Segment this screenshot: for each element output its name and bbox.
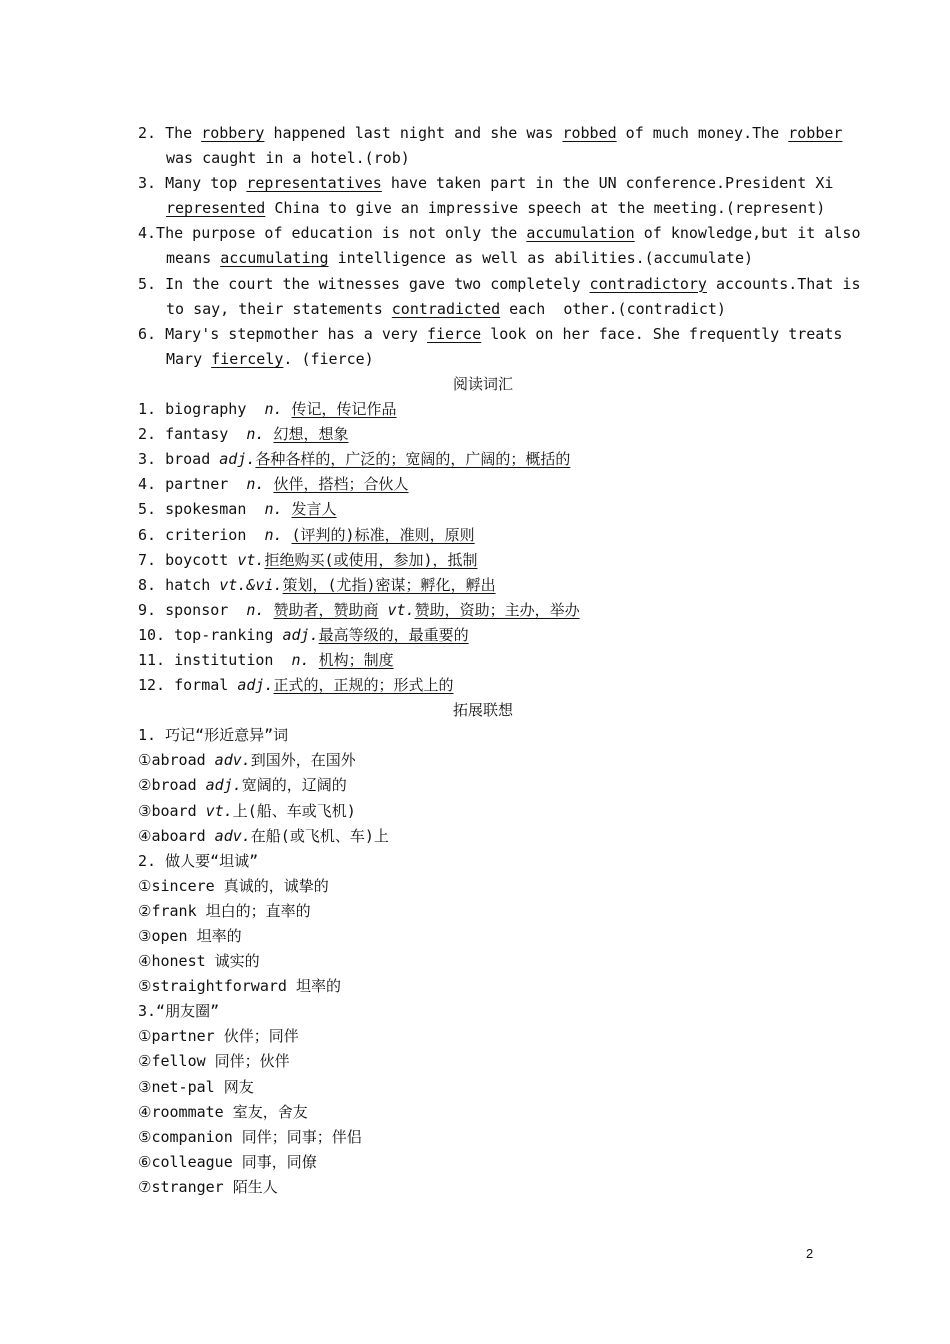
sentence-3-line-2 <box>138 196 828 221</box>
mark: ② <box>138 776 152 795</box>
vocab-pos: n. <box>291 650 310 669</box>
meaning: 坦率的 <box>295 977 341 996</box>
sentence-3-line-1 <box>138 171 834 196</box>
list-item <box>138 1175 828 1200</box>
vocab-num: 10. <box>138 625 175 644</box>
vocab-word: hatch <box>165 575 211 594</box>
word: aboard <box>151 826 206 845</box>
vocab-pos: n. <box>246 600 265 619</box>
word: open <box>151 927 188 945</box>
text: to say, their statements <box>166 299 392 318</box>
list-item <box>138 949 828 974</box>
meaning: 在船(或飞机、车)上 <box>250 826 389 845</box>
group-title: 2. 做人要“坦诚” <box>138 851 259 870</box>
vocab-meaning: 幻想，想象 <box>273 425 349 444</box>
sentence-5-line-1 <box>138 272 861 297</box>
pos: adj. <box>205 776 242 795</box>
vocab-pos: adj. <box>219 450 256 469</box>
vocab-word: spokesman <box>165 500 247 519</box>
pos: adv. <box>214 751 251 770</box>
meaning: 室友，舍友 <box>232 1102 308 1121</box>
meaning: 上(船、车或飞机) <box>232 801 356 820</box>
word: fellow <box>151 1052 206 1071</box>
vocab-meaning: 传记，传记作品 <box>291 400 397 419</box>
sentence-2-line-2 <box>138 146 828 171</box>
vocab-meaning: 策划，(尤指)密谋；孵化，孵出 <box>282 575 496 594</box>
vocab-word: fantasy <box>165 425 229 444</box>
vocab-pos: vt.&vi. <box>219 575 283 594</box>
vocab-num: 6. <box>138 525 166 544</box>
vocab-meaning: 赞助，资助；主办，举办 <box>414 600 580 619</box>
vocab-meaning: 机构；制度 <box>318 650 394 669</box>
expand-heading: 拓展联想 <box>452 701 513 720</box>
text: 2. The <box>138 124 202 142</box>
mark: ② <box>138 1052 152 1071</box>
answer-blank: robber <box>788 124 843 142</box>
text: 6. Mary's stepmother has a very <box>138 324 427 343</box>
mark: ① <box>138 876 152 895</box>
text: Mary <box>166 349 212 368</box>
text: look on her face. She frequently treats <box>481 324 843 343</box>
mark: ④ <box>138 1102 152 1121</box>
sentence-5-line-2 <box>138 297 828 322</box>
meaning: 网友 <box>223 1077 254 1096</box>
list-item <box>138 1125 828 1150</box>
list-item <box>138 974 828 999</box>
vocab-pos: adj. <box>282 625 319 644</box>
vocab-word: partner <box>165 475 229 494</box>
vocab-num: 2. <box>138 425 166 444</box>
vocab-item <box>138 523 828 548</box>
text: means <box>166 249 221 268</box>
vocab-item <box>138 623 828 648</box>
vocab-num: 12. <box>138 676 175 695</box>
meaning: 同伴；同事；伴侣 <box>241 1127 362 1146</box>
group-title: 3.“朋友圈” <box>138 1002 220 1021</box>
vocab-meaning: (评判的)标准，准则，原则 <box>291 525 475 544</box>
vocab-pos: n. <box>264 500 283 519</box>
vocab-item <box>138 497 828 522</box>
word: sincere <box>151 876 215 895</box>
mark: ③ <box>138 1077 152 1096</box>
text: 5. In the court the witnesses gave two completely <box>138 274 590 293</box>
word: honest <box>151 952 206 971</box>
mark: ⑦ <box>138 1177 152 1196</box>
mark: ③ <box>138 801 152 820</box>
vocab-num: 3. <box>138 450 166 469</box>
list-item <box>138 1024 828 1049</box>
list-item <box>138 1049 828 1074</box>
word: net-pal <box>151 1077 215 1096</box>
text: 3. Many top <box>138 174 247 193</box>
word: board <box>151 801 197 820</box>
answer-blank: representatives <box>246 174 382 193</box>
vocab-item <box>138 447 828 472</box>
list-item <box>138 924 828 949</box>
vocab-meaning: 正式的，正规的；形式上的 <box>273 676 454 695</box>
sentence-6-line-2 <box>138 347 828 372</box>
page-number: 2 <box>806 1246 814 1261</box>
meaning: 坦白的；直率的 <box>205 901 311 920</box>
vocab-meaning: 拒绝购买(或使用，参加)，抵制 <box>264 550 478 569</box>
word: straightforward <box>151 977 287 996</box>
vocab-word: institution <box>174 650 274 669</box>
pos: vt. <box>205 801 233 820</box>
vocab-word: broad <box>165 450 211 469</box>
text: was caught in a hotel.(rob) <box>166 149 410 168</box>
text: . (fierce) <box>283 349 374 368</box>
vocab-item <box>138 472 828 497</box>
meaning: 真诚的，诚挚的 <box>223 876 329 895</box>
word: frank <box>151 901 197 920</box>
word: stranger <box>151 1177 224 1196</box>
vocab-pos: vt. <box>387 600 415 619</box>
page-content <box>138 121 861 1200</box>
vocab-item <box>138 397 828 422</box>
vocab-item <box>138 573 828 598</box>
vocab-num: 8. <box>138 575 166 594</box>
list-item <box>138 748 828 773</box>
meaning: 坦率的 <box>196 927 242 945</box>
mark: ⑤ <box>138 1127 152 1146</box>
vocab-item <box>138 422 828 447</box>
meaning: 诚实的 <box>214 952 260 971</box>
word: colleague <box>151 1152 233 1171</box>
list-item <box>138 874 828 899</box>
answer-blank: accumulation <box>526 224 635 243</box>
text: each other.(contradict) <box>500 299 726 318</box>
answer-blank: contradicted <box>391 299 501 318</box>
word: broad <box>151 776 197 795</box>
text: of much money.The <box>616 124 789 142</box>
meaning: 伙伴；同伴 <box>223 1027 299 1046</box>
list-item <box>138 1075 828 1100</box>
list-item <box>138 1150 828 1175</box>
vocab-word: formal <box>174 676 229 695</box>
answer-blank: fiercely <box>211 349 284 368</box>
vocab-meaning: 各种各样的，广泛的；宽阔的，广阔的；概括的 <box>255 450 571 469</box>
sentence-6-line-1 <box>138 322 843 347</box>
word: companion <box>151 1127 233 1146</box>
answer-blank: contradictory <box>589 274 707 293</box>
vocab-meaning: 发言人 <box>291 500 337 519</box>
meaning: 宽阔的，辽阔的 <box>241 776 347 795</box>
vocab-num: 9. <box>138 600 166 619</box>
answer-blank: fierce <box>426 324 482 343</box>
vocab-word: top-ranking <box>174 625 274 644</box>
vocab-pos: n. <box>246 425 265 444</box>
answer-blank: accumulating <box>220 249 329 268</box>
vocab-pos: n. <box>264 525 283 544</box>
text: of knowledge,but it also <box>634 224 861 243</box>
vocab-meaning: 伙伴，搭档；合伙人 <box>273 475 409 494</box>
text: 4.The purpose of education is not only the <box>138 224 527 243</box>
mark: ① <box>138 751 152 770</box>
text: intelligence as well as abilities.(accumulate) <box>328 249 754 268</box>
meaning: 陌生人 <box>232 1177 278 1196</box>
meaning: 到国外，在国外 <box>250 751 356 770</box>
text: China to give an impressive speech at the meeting.(represent) <box>265 199 826 218</box>
list-item <box>138 824 828 849</box>
vocab-meaning: 赞助者，赞助商 <box>273 600 379 619</box>
list-item <box>138 773 828 798</box>
vocab-num: 4. <box>138 475 166 494</box>
vocab-meaning: 最高等级的，最重要的 <box>318 625 469 644</box>
vocab-word: biography <box>165 400 247 419</box>
mark: ④ <box>138 826 152 845</box>
mark: ② <box>138 901 152 920</box>
list-item <box>138 1100 828 1125</box>
group-title: 1. 巧记“形近意异”词 <box>138 726 289 745</box>
vocab-item <box>138 598 828 623</box>
vocab-num: 11. <box>138 650 175 669</box>
mark: ⑥ <box>138 1152 152 1171</box>
vocab-num: 1. <box>138 400 166 419</box>
vocab-word: criterion <box>165 525 247 544</box>
vocab-item <box>138 673 828 698</box>
list-item <box>138 899 828 924</box>
pos: adv. <box>214 826 251 845</box>
sentence-2-line-1 <box>138 121 843 146</box>
vocab-num: 5. <box>138 500 166 519</box>
vocab-item <box>138 548 828 573</box>
vocab-pos: adj. <box>237 676 274 695</box>
sentence-4-line-1 <box>138 221 861 246</box>
mark: ⑤ <box>138 977 152 996</box>
meaning: 同事，同僚 <box>241 1152 317 1171</box>
answer-blank: robbed <box>562 124 617 142</box>
answer-blank: robbery <box>201 124 265 142</box>
text: accounts.That is <box>706 274 861 293</box>
meaning: 同伴；伙伴 <box>214 1052 290 1071</box>
mark: ④ <box>138 952 152 971</box>
reading-vocab-heading: 阅读词汇 <box>452 374 513 393</box>
vocab-pos: vt. <box>237 550 265 569</box>
vocab-word: sponsor <box>165 600 229 619</box>
vocab-pos: n. <box>246 475 265 494</box>
list-item <box>138 799 828 824</box>
word: partner <box>151 1027 215 1046</box>
mark: ③ <box>138 927 152 945</box>
text: happened last night and she was <box>264 124 563 142</box>
answer-blank: represented <box>166 199 266 218</box>
vocab-item <box>138 648 828 673</box>
sentence-4-line-2 <box>138 246 828 271</box>
word: abroad <box>151 751 206 770</box>
word: roommate <box>151 1102 224 1121</box>
vocab-pos: n. <box>264 400 283 419</box>
mark: ① <box>138 1027 152 1046</box>
vocab-word: boycott <box>165 550 229 569</box>
vocab-num: 7. <box>138 550 166 569</box>
text: have taken part in the UN conference.President Xi <box>381 174 834 193</box>
